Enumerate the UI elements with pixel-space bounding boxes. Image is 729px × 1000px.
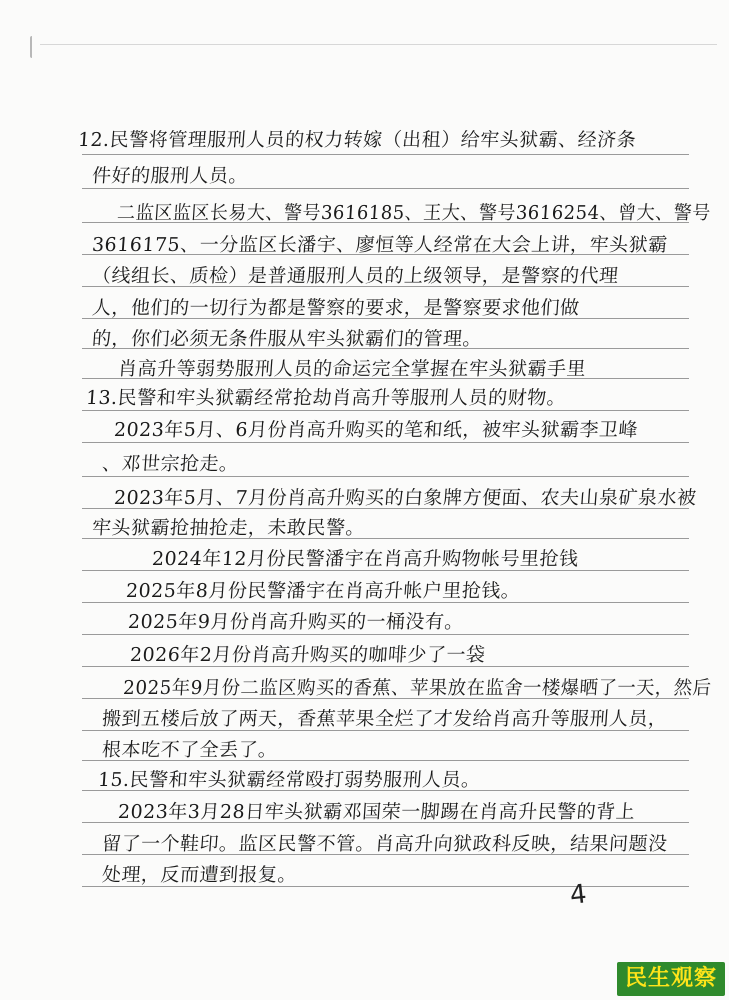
text-line: 12.民警将管理服刑人员的权力转嫁（出租）给牢头狱霸、经济条 <box>77 129 637 151</box>
text-line: 2023年5月、7月份肖高升购买的白象牌方便面、农夫山泉矿泉水被 <box>113 487 698 509</box>
text-line: 件好的服刑人员。 <box>91 165 249 187</box>
top-rule <box>40 44 717 45</box>
text-line: 处理，反而遭到报复。 <box>101 864 298 886</box>
text-line: （线组长、质检）是普通服刑人员的上级领导，是警察的代理 <box>91 265 620 287</box>
text-line: 二监区监区长易大、警号3616185、王大、警号3616254、曾大、警号 <box>116 202 712 224</box>
text-line: 3616175、一分监区长潘宇、廖恒等人经常在大会上讲，牢头狱霸 <box>91 234 669 256</box>
ruled-line <box>82 634 689 635</box>
ruled-line <box>82 442 689 443</box>
text-line: 牢头狱霸抢抽抢走，未敢民警。 <box>91 517 366 539</box>
text-line: 的，你们必须无条件服从牢头狱霸们的管理。 <box>91 328 483 350</box>
text-line: 2025年9月份二监区购买的香蕉、苹果放在监舍一楼爆晒了一天，然后 <box>122 677 713 699</box>
text-line: 肖高升等弱势服刑人员的命运完全掌握在牢头狱霸手里 <box>117 358 587 380</box>
text-line: 2026年2月份肖高升购买的咖啡少了一袋 <box>129 644 487 666</box>
text-line: 2025年9月份肖高升购买的一桶没有。 <box>127 611 465 633</box>
ruled-line <box>82 476 689 477</box>
text-line: 13.民警和牢头狱霸经常抢劫肖高升等服刑人员的财物。 <box>85 387 567 409</box>
watermark-badge: 民生观察 <box>617 962 725 996</box>
text-line: 根本吃不了全丢了。 <box>101 739 279 761</box>
text-line: 2023年3月28日牢头狱霸邓国荣一脚踢在肖高升民警的背上 <box>117 801 636 823</box>
text-line: 2023年5月、6月份肖高升购买的笔和纸，被牢头狱霸李卫峰 <box>113 419 639 441</box>
text-line: 15.民警和牢头狱霸经常殴打弱势服刑人员。 <box>97 769 482 791</box>
text-line: 2025年8月份民警潘宇在肖高升帐户里抢钱。 <box>125 580 522 602</box>
page-number: 4 <box>568 879 589 911</box>
ruled-line <box>82 154 689 155</box>
ruled-line <box>82 188 689 189</box>
text-line: 人，他们的一切行为都是警察的要求，是警察要求他们做 <box>91 297 581 319</box>
scan-artifact <box>30 36 44 58</box>
text-line: 留了一个鞋印。监区民警不管。肖高升向狱政科反映，结果问题没 <box>101 833 669 855</box>
text-line: 2024年12月份民警潘宇在肖高升购物帐号里抢钱 <box>151 548 580 570</box>
text-line: 、邓世宗抢走。 <box>101 453 240 475</box>
text-line: 搬到五楼后放了两天，香蕉苹果全烂了才发给肖高升等服刑人员， <box>101 708 669 730</box>
ruled-line <box>82 410 689 411</box>
